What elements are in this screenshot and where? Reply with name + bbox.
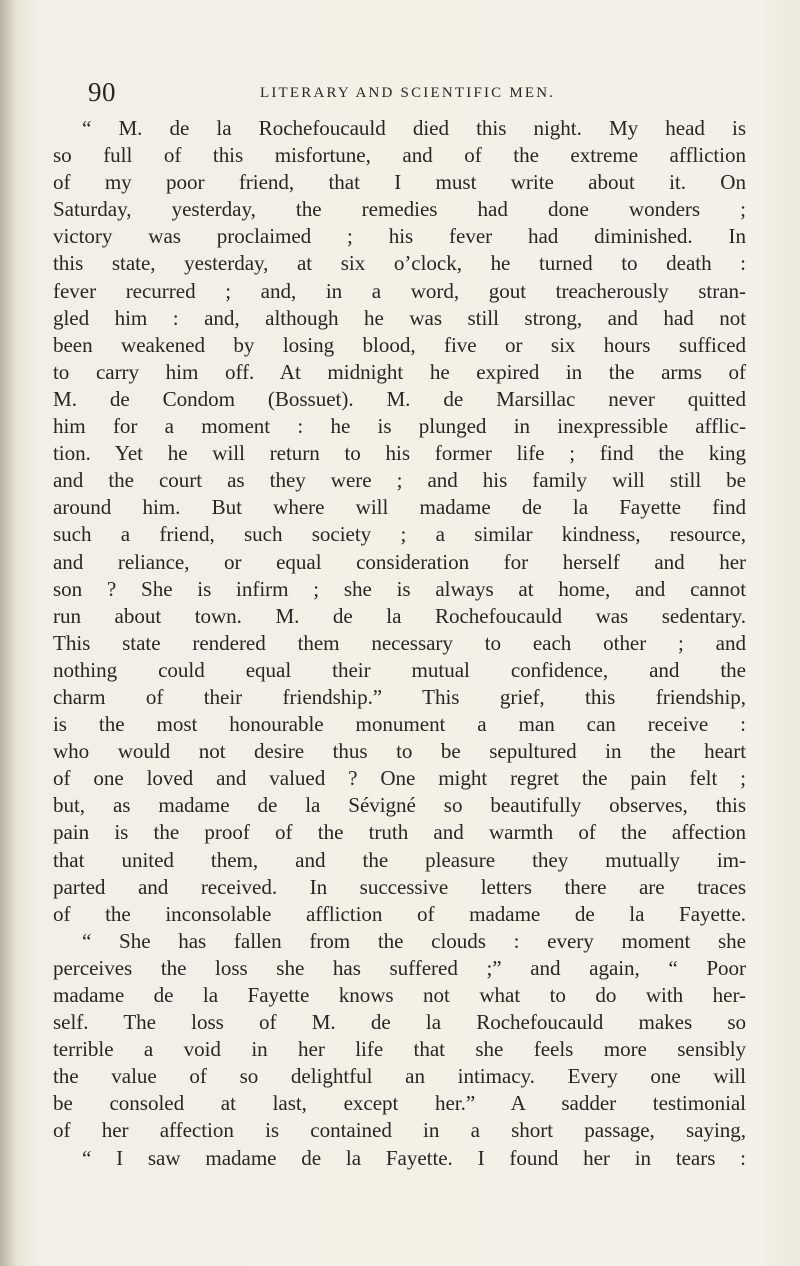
- text-line: tion. Yet he will return to his former life ; find the king: [53, 441, 746, 466]
- text-line: such a friend, such society ; a similar kindness, resource,: [53, 522, 746, 547]
- page-number: 90: [88, 77, 116, 107]
- text-line: of her affection is contained in a short passage, saying,: [53, 1118, 746, 1143]
- page-spine-shadow: [0, 0, 16, 1266]
- text-line: nothing could equal their mutual confidence, and the: [53, 657, 746, 682]
- text-line: M. de Condom (Bossuet). M. de Marsillac never quitted: [53, 386, 746, 411]
- text-line: to carry him off. At midnight he expired in the arms of: [53, 359, 746, 384]
- text-line: of one loved and valued ? One might regret the pain felt ;: [53, 766, 746, 791]
- text-line: son ? She is infirm ; she is always at home, and cannot: [53, 576, 746, 601]
- text-line: perceives the loss she has suffered ;” and again, “ Poor: [53, 955, 746, 980]
- text-line: pain is the proof of the truth and warmth of the affection: [53, 820, 746, 845]
- body-text: [53, 115, 746, 1172]
- text-line: charm of their friendship.” This grief, this friendship,: [53, 684, 746, 709]
- text-line: fever recurred ; and, in a word, gout treacherously stran-: [53, 278, 746, 303]
- text-line: run about town. M. de la Rochefoucauld was sedentary.: [53, 603, 746, 628]
- text-line: victory was proclaimed ; his fever had diminished. In: [53, 224, 746, 249]
- text-line: so full of this misfortune, and of the extreme affliction: [53, 143, 746, 168]
- text-line: be consoled at last, except her.” A sadder testimonial: [53, 1091, 746, 1116]
- text-line: and reliance, or equal consideration for herself and her: [53, 549, 746, 574]
- text-line: “ She has fallen from the clouds : every moment she: [82, 928, 746, 953]
- text-line: who would not desire thus to be sepultured in the heart: [53, 739, 746, 764]
- running-title: LITERARY AND SCIENTIFIC MEN.: [260, 85, 556, 101]
- text-line: this state, yesterday, at six o’clock, he turned to death :: [53, 251, 746, 276]
- text-line: parted and received. In successive letters there are traces: [53, 874, 746, 899]
- text-line: “ I saw madame de la Fayette. I found her in tears :: [82, 1145, 746, 1170]
- text-line: self. The loss of M. de la Rochefoucauld makes so: [53, 1010, 746, 1035]
- text-line: is the most honourable monument a man can receive :: [53, 712, 746, 737]
- text-line: but, as madame de la Sévigné so beautifully observes, this: [53, 793, 746, 818]
- text-line: gled him : and, although he was still strong, and had not: [53, 305, 746, 330]
- text-line: him for a moment : he is plunged in inexpressible afflic-: [53, 414, 746, 439]
- text-line: Saturday, yesterday, the remedies had done wonders ;: [53, 197, 746, 222]
- text-line: of my poor friend, that I must write about it. On: [53, 170, 746, 195]
- text-line: and the court as they were ; and his family will still be: [53, 468, 746, 493]
- text-line: around him. But where will madame de la Fayette find: [53, 495, 746, 520]
- text-line: of the inconsolable affliction of madame de la Fayette.: [53, 901, 746, 926]
- text-line: “ M. de la Rochefoucauld died this night. My head is: [82, 116, 746, 140]
- text-line: madame de la Fayette knows not what to do with her-: [53, 983, 746, 1007]
- text-line: that united them, and the pleasure they mutually im-: [53, 847, 746, 872]
- page-header: [88, 76, 728, 108]
- text-line: the value of so delightful an intimacy. Every one will: [53, 1064, 746, 1089]
- text-line: terrible a void in her life that she feels more sensibly: [53, 1037, 746, 1062]
- text-line: been weakened by losing blood, five or six hours sufficed: [53, 332, 746, 357]
- text-line: This state rendered them necessary to each other ; and: [53, 630, 746, 655]
